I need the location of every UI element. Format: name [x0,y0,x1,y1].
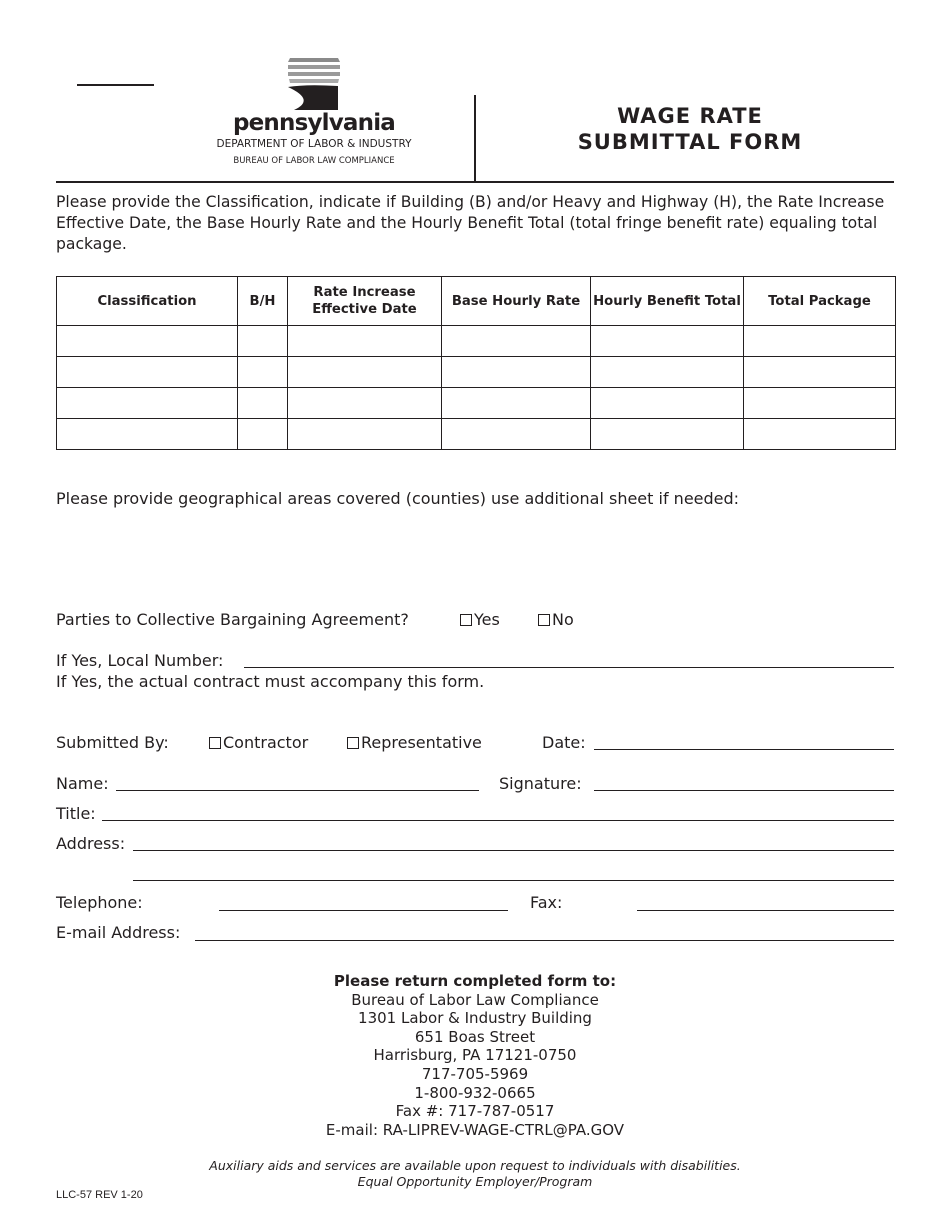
table-cell[interactable] [238,357,288,388]
table-cell[interactable] [442,419,591,450]
table-row [57,326,896,357]
table-cell[interactable] [288,419,442,450]
table-cell[interactable] [591,326,744,357]
table-header-row [57,277,896,326]
table-cell[interactable] [744,419,896,450]
contractor-option[interactable] [209,733,308,753]
return-line: Bureau of Labor Law Compliance [351,990,599,1009]
notice-line2: Equal Opportunity Employer/Program [357,1174,593,1189]
header-rule [56,181,894,183]
contractor-checkbox[interactable] [209,737,221,749]
name-field[interactable] [116,790,479,791]
form-title-line1: WAGE RATE [617,104,763,128]
cba-yes-label: Yes [474,610,500,629]
return-line: Fax #: 717-787-0517 [395,1102,555,1121]
header-dash [77,84,154,86]
date-field[interactable] [594,749,894,750]
email-label: E-mail Address: [56,923,181,942]
column-header-bh: B/H [238,277,288,326]
table-row [57,388,896,419]
department-name: DEPARTMENT OF LABOR & INDUSTRY [216,138,412,150]
wage-rate-table [56,276,896,450]
table-cell[interactable] [591,357,744,388]
representative-checkbox[interactable] [347,737,359,749]
contract-note: If Yes, the actual contract must accompany this form. [56,672,485,691]
table-cell[interactable] [238,326,288,357]
address-label: Address: [56,834,126,853]
table-cell[interactable] [744,388,896,419]
address-field-line1[interactable] [133,850,894,851]
column-header-hourly-benefit-total: Hourly Benefit Total [591,277,744,326]
submitted-by-label: Submitted By: [56,733,169,752]
cba-yes-option[interactable] [460,610,500,630]
table-cell[interactable] [442,357,591,388]
telephone-label: Telephone: [56,893,143,912]
signature-label: Signature: [499,774,582,793]
cba-yes-checkbox[interactable] [460,614,472,626]
return-line: 651 Boas Street [414,1027,536,1046]
table-row [57,357,896,388]
title-label: Title: [56,804,96,823]
table-cell[interactable] [238,419,288,450]
address-field-line2[interactable] [133,880,894,881]
table-cell[interactable] [288,326,442,357]
table-cell[interactable] [591,419,744,450]
return-heading: Please return completed form to: [333,972,617,990]
table-cell[interactable] [57,388,238,419]
return-line: E-mail: RA-LIPREV-WAGE-CTRL@PA.GOV [325,1120,625,1139]
column-header-base-hourly-rate: Base Hourly Rate [442,277,591,326]
keystone-logo-icon [286,58,342,110]
table-cell[interactable] [442,326,591,357]
return-line: 717-705-5969 [421,1064,529,1083]
cba-no-label: No [552,610,574,629]
table-cell[interactable] [238,388,288,419]
table-cell[interactable] [57,419,238,450]
header-divider [474,95,476,183]
agency-name: pennsylvania [232,110,396,136]
representative-option[interactable] [347,733,482,753]
form-title-line2: SUBMITTAL FORM [577,130,803,154]
representative-label: Representative [361,733,482,752]
table-cell[interactable] [442,388,591,419]
signature-field[interactable] [594,790,894,791]
table-cell[interactable] [57,357,238,388]
local-number-label: If Yes, Local Number: [56,651,224,670]
cba-no-option[interactable] [538,610,574,630]
title-field[interactable] [102,820,894,821]
notice-line1: Auxiliary aids and services are available upon request to individuals with disabilities. [209,1158,741,1173]
return-line: 1-800-932-0665 [414,1083,536,1102]
form-title [540,103,840,155]
date-label: Date: [542,733,586,752]
column-header-total-package: Total Package [744,277,896,326]
fax-field[interactable] [637,910,894,911]
accessibility-notice [150,1158,800,1190]
table-row [57,419,896,450]
instructions-text: Please provide the Classification, indicate if Building (B) and/or Heavy and Highway (H), the Rate Increase Effective Date, the Base Hourly Rate and the Hourly Benefit Total (total fringe benefit rate) equaling total package. [56,193,885,253]
return-line: 1301 Labor & Industry Building [358,1009,592,1028]
return-address-block [200,972,750,1139]
geographic-areas-prompt: Please provide geographical areas covered (counties) use additional sheet if needed: [56,489,740,508]
bureau-name: BUREAU OF LABOR LAW COMPLIANCE [233,156,395,166]
table-cell[interactable] [591,388,744,419]
email-field[interactable] [195,940,894,941]
name-label: Name: [56,774,109,793]
cba-no-checkbox[interactable] [538,614,550,626]
table-cell[interactable] [288,388,442,419]
form-id: LLC-57 REV 1-20 [56,1189,143,1201]
table-cell[interactable] [744,326,896,357]
column-header-rate-increase-date: Rate Increase Effective Date [288,277,442,326]
table-cell[interactable] [288,357,442,388]
return-line: Harrisburg, PA 17121-0750 [373,1046,577,1065]
local-number-field[interactable] [244,667,894,668]
column-header-classification: Classification [57,277,238,326]
cba-question: Parties to Collective Bargaining Agreement? [56,610,409,629]
fax-label: Fax: [530,893,563,912]
telephone-field[interactable] [219,910,508,911]
table-cell[interactable] [57,326,238,357]
table-cell[interactable] [744,357,896,388]
contractor-label: Contractor [223,733,309,752]
